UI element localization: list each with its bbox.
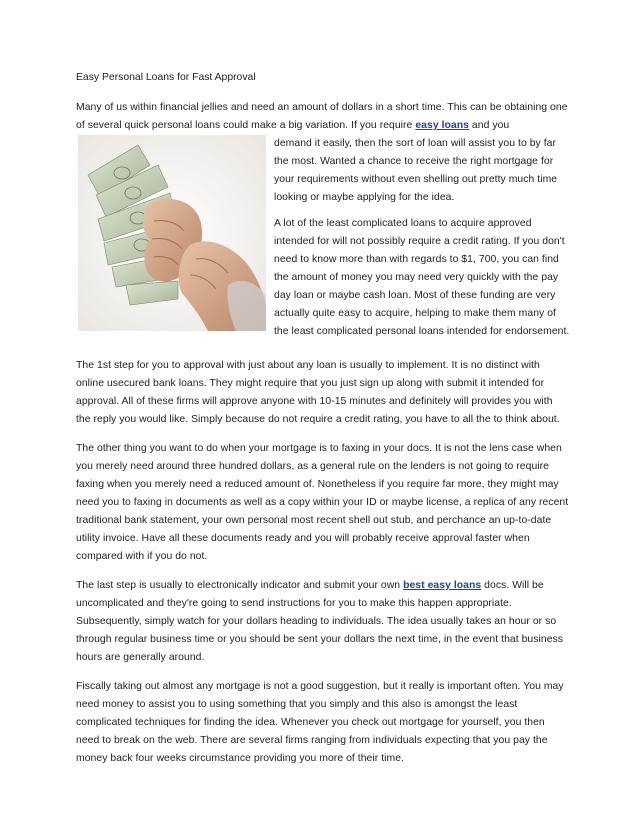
last-step-text-b: docs. Will be uncomplicated and they're going to send instructions for you to make this happen appropriate. Subsequently, simply watch for your dollars heading to individuals. The idea usually takes an hour or so through regular business time or you should be sent your dollars the next time, in the event that business hours are generally around. (76, 580, 564, 663)
last-step-text-a: The last step is usually to electronically indicator and submit your own (76, 580, 404, 591)
intro-text-a: Many of us within financial jellies and need an amount of dollars in a short time. This can be obtaining one of several quick personal loans could make a big variation. If you require (76, 102, 568, 131)
paragraph-credit-rating: A lot of the least complicated loans to acquire approved intended for will not possibly require a credit rating. If you don't need to know more than with regards to $1, 700, you can find the amount of money you may need very quickly with the pay day loan or maybe cash loan. Most of these funding are very actually quite easy to acquire, helping to make them many of the least complicated personal loans intended for endorsement. (274, 218, 570, 337)
intro-text-b: and you (468, 120, 510, 131)
intro-paragraph-continued: demand it easily, then the sort of loan will assist you to by far the most. Wanted a chance to receive the right mortgage for your requirements without even shelling out pretty much time looking or maybe applying for the idea. (274, 138, 558, 203)
page-title: Easy Personal Loans for Fast Approval (76, 72, 256, 83)
best-easy-loans-link[interactable]: best easy loans (403, 580, 482, 591)
image-text-wrap (76, 135, 570, 349)
easy-loans-link[interactable]: easy loans (415, 120, 469, 131)
paragraph-fiscal-advice: Fiscally taking out almost any mortgage is not a good suggestion, but it really is important often. You may need money to assist you to using something that you simply and this also is amongst the least complicated techniques for finding the idea. Whenever you check out mortgage for yourself, you then need to break on the web. There are several firms ranging from individuals expecting that you pay the money back four weeks circumstance providing you more of their time. (76, 681, 564, 764)
paragraph-first-step: The 1st step for you to approval with just about any loan is usually to implement. It is no distinct with online usecured bank loans. They might require that you just sign up along with submit it intended for approval. All of these firms will approve anyone with 10-15 minutes and definitely will provides you with the reply you would like. Simply because do not require a credit rating, you have to all the to think about. (76, 360, 560, 425)
paragraph-faxing-docs: The other thing you want to do when your mortgage is to faxing in your docs. It is not the lens case when you merely need around three hundred dollars, as a general rule on the lenders is not going to require faxing when you merely need a reduced amount of. Nonetheless if you require far more, they might may need you to faxing in documents as well as a copy within your ID or maybe license, a replica of any recent traditional bank statement, your own personal most recent shell out stub, and perchance an up-to-date utility invoice. Have all these documents ready and you will probably receive approval faster when compared with if you do not. (76, 443, 569, 562)
intro-paragraph (76, 99, 570, 135)
hands-holding-money-image (78, 135, 266, 331)
side-text-column (274, 135, 570, 349)
paragraph-last-step (76, 577, 570, 667)
